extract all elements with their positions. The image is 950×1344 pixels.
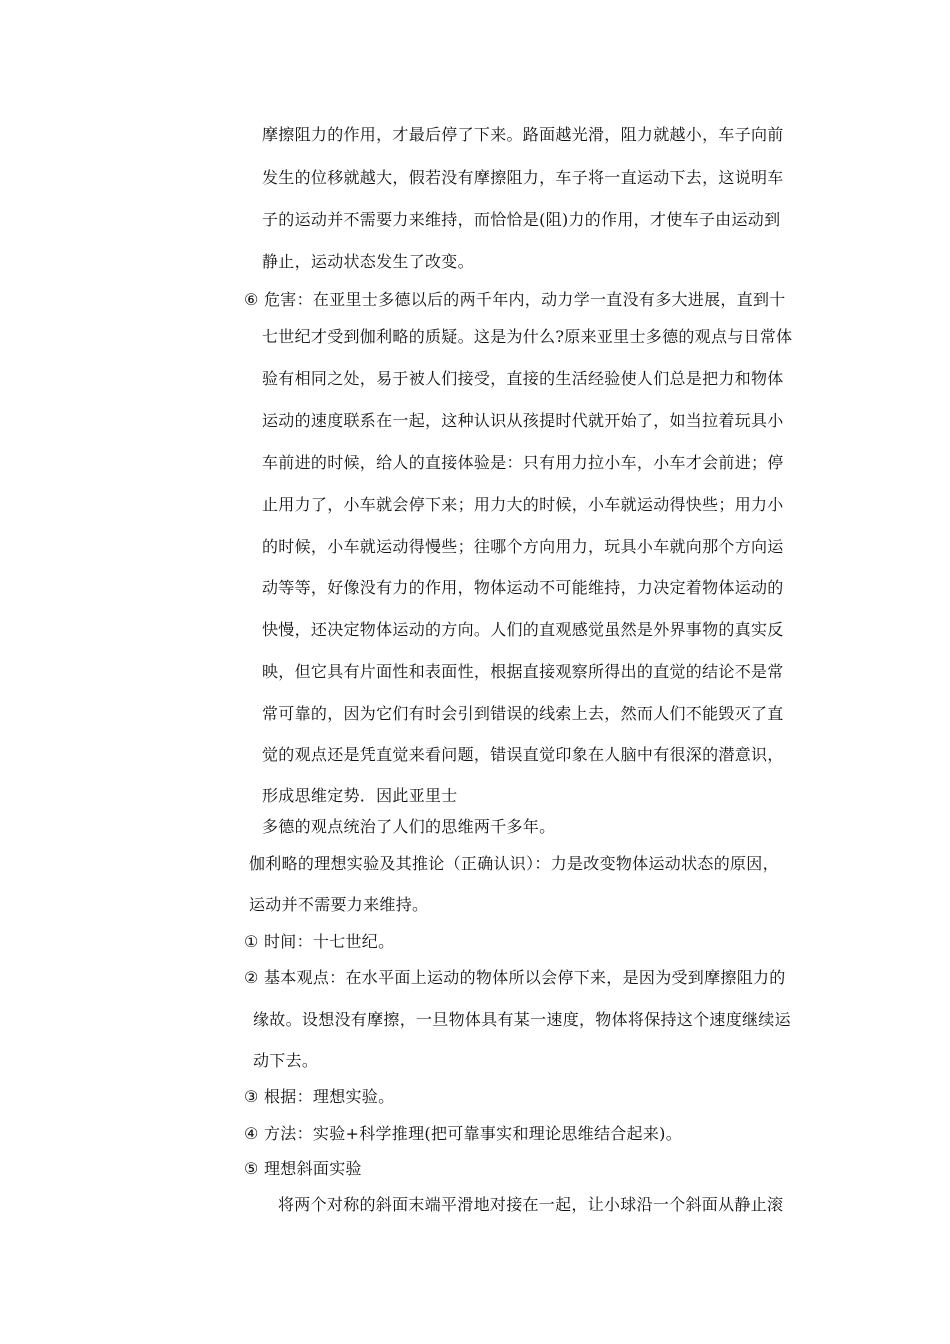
list-item-text: 缘故。设想没有摩擦，一旦物体具有某一速度，物体将保持这个速度继续运 (253, 1010, 791, 1029)
paragraph-line: 车前进的时候，给人的直接体验是：只有用力拉小车，小车才会前进；停 (262, 453, 784, 472)
paragraph-line: 映，但它具有片面性和表面性，根据直接观察所得出的直觉的结论不是常 (262, 662, 784, 681)
list-item-text: 方法：实验+科学推理(把可靠事实和理论思维结合起来)。 (264, 1124, 682, 1143)
paragraph-line: 运动的速度联系在一起，这种认识从孩提时代就开始了，如当拉着玩具小 (262, 411, 784, 430)
paragraph-line: 验有相同之处，易于被人们接受，直接的生活经验使人们总是把力和物体 (262, 369, 784, 388)
paragraph-line: 子的运动并不需要力来维持，而恰恰是(阻)力的作用，才使车子由运动到 (262, 210, 781, 229)
list-item-text: 基本观点：在水平面上运动的物体所以会停下来，是因为受到摩擦阻力的 (264, 968, 786, 987)
list-item-text: 理想斜面实验 (264, 1159, 362, 1178)
paragraph-line: 危害：在亚里士多德以后的两千年内，动力学一直没有多大进展，直到十 (264, 290, 786, 309)
list-item-text: 时间：十七世纪。 (264, 932, 395, 951)
paragraph-line: 摩擦阻力的作用，才最后停了下来。路面越光滑，阻力就越小，车子向前 (262, 125, 784, 144)
paragraph-line: 动等等，好像没有力的作用，物体运动不可能维持，力决定着物体运动的 (262, 578, 784, 597)
section-heading-line: 运动并不需要力来维持。 (249, 895, 429, 914)
list-marker-1: ① (244, 932, 259, 951)
paragraph-line: 常可靠的，因为它们有时会引到错误的线索上去，然而人们不能毁灭了直 (262, 704, 784, 723)
paragraph-line: 多德的观点统治了人们的思维两千多年。 (262, 817, 556, 836)
paragraph-line: 的时候，小车就运动得慢些；往哪个方向用力，玩具小车就向那个方向运 (262, 537, 784, 556)
paragraph-line: 形成思维定势．因此亚里士 (262, 786, 458, 805)
paragraph-line: 止用力了，小车就会停下来；用力大的时候，小车就运动得快些；用力小 (262, 495, 784, 514)
paragraph-line: 将两个对称的斜面末端平滑地对接在一起，让小球沿一个斜面从静止滚 (278, 1195, 784, 1214)
list-marker-5: ⑤ (244, 1159, 259, 1178)
list-marker-2: ② (244, 968, 259, 987)
paragraph-line: 快慢，还决定物体运动的方向。人们的直观感觉虽然是外界事物的真实反 (262, 620, 784, 639)
list-marker-4: ④ (244, 1124, 259, 1143)
paragraph-line: 七世纪才受到伽利略的质疑。这是为什么?原来亚里士多德的观点与日常体 (262, 327, 793, 346)
section-heading-line: 伽利略的理想实验及其推论（正确认识）：力是改变物体运动状态的原因， (249, 854, 779, 873)
list-item-text: 根据：理想实验。 (264, 1087, 395, 1106)
paragraph-line: 静止，运动状态发生了改变。 (262, 252, 474, 271)
list-item-text: 动下去。 (253, 1051, 319, 1070)
paragraph-line: 觉的观点还是凭直觉来看问题，错误直觉印象在人脑中有很深的潜意识， (262, 745, 784, 764)
list-marker-6: ⑥ (244, 290, 259, 309)
paragraph-line: 发生的位移就越大，假若没有摩擦阻力，车子将一直运动下去，这说明车 (262, 168, 784, 187)
list-marker-3: ③ (244, 1087, 259, 1106)
